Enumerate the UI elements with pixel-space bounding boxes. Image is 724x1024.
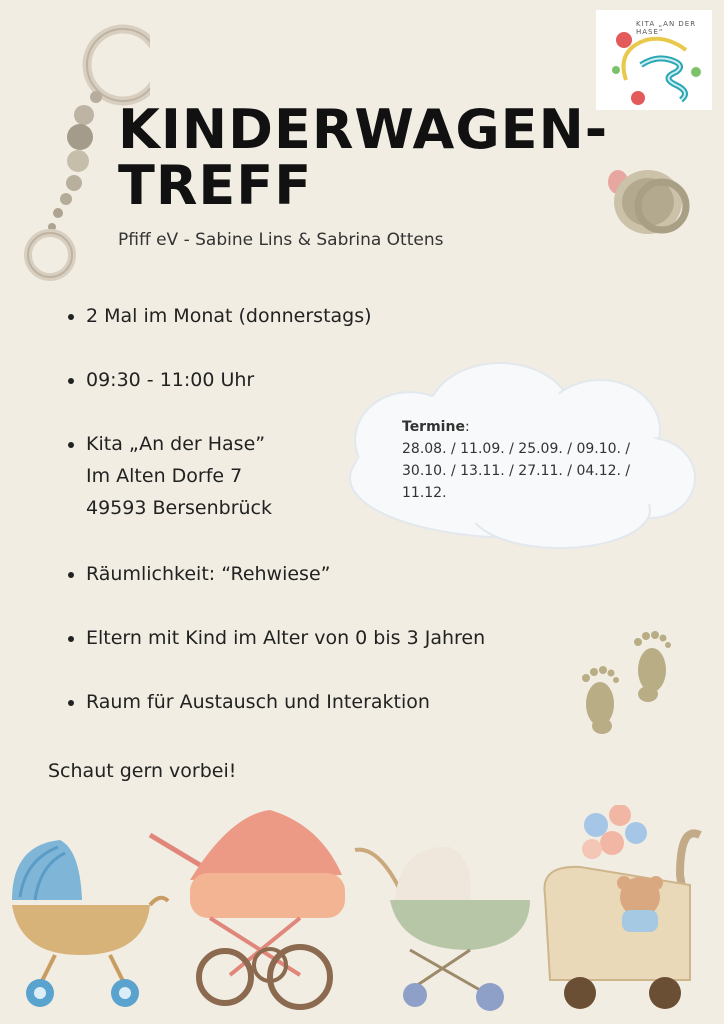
list-item-audience: Eltern mit Kind im Alter von 0 bis 3 Jahren <box>62 622 485 654</box>
page-title <box>118 98 609 217</box>
logo-text: KITA „AN DER HASE“ <box>636 20 697 36</box>
details-list <box>62 300 485 718</box>
location-line-2: Im Alten Dorfe 7 <box>86 465 243 487</box>
dates-line-2: 30.10. / 13.11. / 27.11. / 04.12. / <box>402 463 631 479</box>
kita-logo <box>596 10 712 110</box>
list-item-room: Räumlichkeit: “Rehwiese” <box>62 558 485 590</box>
pacifier-illustration <box>604 162 696 242</box>
subtitle: Pfiff eV - Sabine Lins & Sabrina Ottens <box>118 230 444 250</box>
stroller-blue <box>12 840 168 1007</box>
stroller-green <box>355 847 530 1011</box>
dates-line-3: 11.12. <box>402 485 447 501</box>
list-item-location <box>62 428 485 524</box>
dates-label: Termine <box>402 419 465 435</box>
strollers-illustration <box>0 805 724 1020</box>
list-item-frequency: 2 Mal im Monat (donnerstags) <box>62 300 485 332</box>
stroller-coral <box>150 810 345 1007</box>
dates-line-1: 28.08. / 11.09. / 25.09. / 09.10. / <box>402 441 631 457</box>
title-line-1: KINDERWAGEN- <box>118 98 609 161</box>
location-line-3: 49593 Bersenbrück <box>86 497 273 519</box>
footprints-illustration <box>572 626 682 736</box>
location-line-1: Kita „An der Hase” <box>86 433 266 455</box>
stroller-wicker <box>544 805 700 1009</box>
dates-colon: : <box>464 419 470 435</box>
title-line-2: TREFF <box>118 154 313 217</box>
list-item-purpose: Raum für Austausch und Interaktion <box>62 686 485 718</box>
list-item-time: 09:30 - 11:00 Uhr <box>62 364 485 396</box>
closing-text: Schaut gern vorbei! <box>48 760 237 782</box>
